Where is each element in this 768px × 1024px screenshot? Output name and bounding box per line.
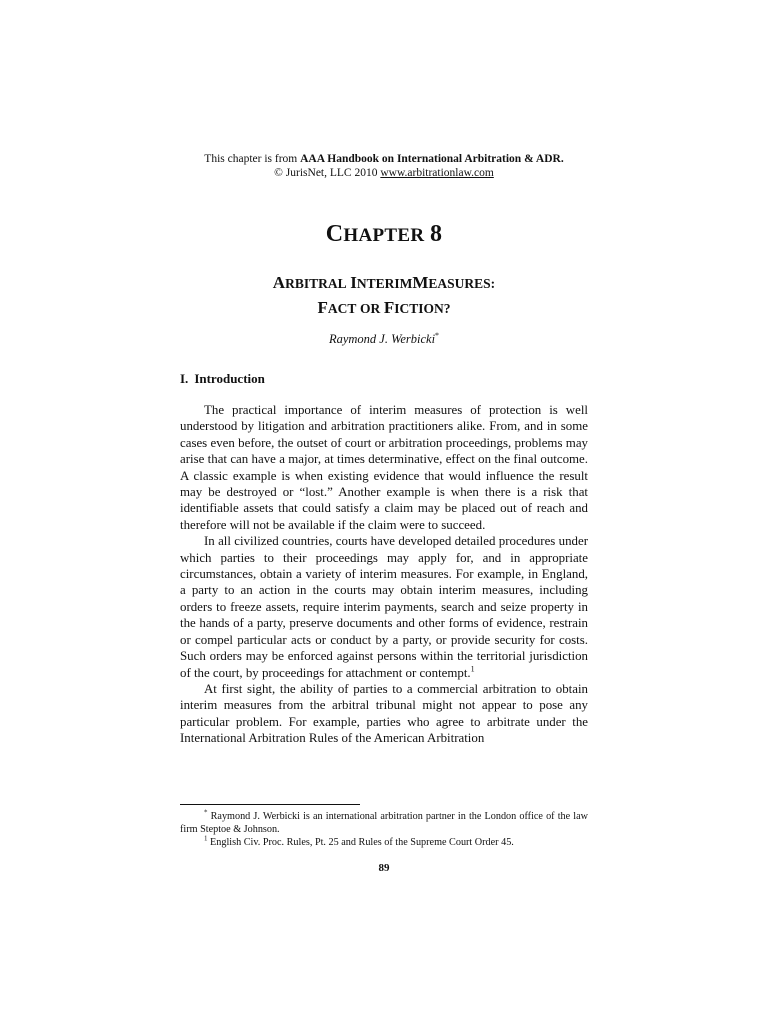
paragraph-2: In all civilized countries, courts have developed detailed procedures under which parties to their proceedings may apply for, and in appropriate circumstances, obtain a variety of interim measures. For example, in England, a party to an action in the courts may obtain interim measures, including orders to freeze assets, require interim payments, search and seize property in the hands of a party, preserve documents and other forms of evidence, restrain or compel particular acts or conduct by a party, or provide security for costs. Such orders may be enforced against persons within the territorial jurisdiction of the court, by proceedings for attachment or contempt.$^1$ [180,534,588,680]
source-line-2 [120,166,648,180]
chapter-number: 8 [429,221,443,247]
author-footnote-mark: * [435,331,440,340]
website-link[interactable]: www.arbitrationlaw.com [380,167,494,179]
section-heading: I. Introduction [180,371,265,386]
footnote-1: $^1$ English Civ. Proc. Rules, Pt. 25 and Rules of the Supreme Court Order 45. [204,834,514,848]
title-line-2: FACT OR FICTION? [317,298,451,317]
paragraph-3: At first sight, the ability of parties to a commercial arbitration to obtain interim measures from the arbitral tribunal might not appear to pose any particular problem. For example, parties who agree to arbitrate under the International Arbitration Rules of the American Arbitration [180,681,588,746]
paragraph-1: The practical importance of interim measures of protection is well understood by litigation and arbitration practitioners alike. From, and in some cases even before, the outset of court or arbitration proceedings, problems may arise that can have a major, at times determinative, effect on the final outcome. A classic example is when existing evidence that would influence the result may be destroyed or “lost.” Another example is when there is a risk that identifiable assets that could satisfy a claim may be placed out of reach and therefore will not be available if the claim were to succeed. [180,403,588,532]
footnotes [180,810,588,849]
author-name: Raymond J. Werbicki [328,332,436,347]
source-prefix: This chapter is from [204,153,301,165]
book-title: AAA Handbook on International Arbitration & ADR. [300,153,564,165]
footnote-ref-1: 1 [470,664,475,674]
footnote-author: * Raymond J. Werbicki is an international arbitration partner in the London office of the law firm Steptoe & Johnson. [180,808,588,835]
page-number: 89 [378,862,390,874]
title-line-1: ARBITRAL INTERIMMEASURES: [272,273,496,292]
author-byline [120,331,648,347]
copyright-text: © JurisNet, LLC 2010 [274,167,381,179]
body-text [180,402,588,747]
source-note [120,152,648,180]
footnote-divider [180,804,360,805]
chapter-title [120,271,648,321]
source-line-1 [120,152,648,166]
chapter-heading: CHAPTER 8 [325,221,443,247]
